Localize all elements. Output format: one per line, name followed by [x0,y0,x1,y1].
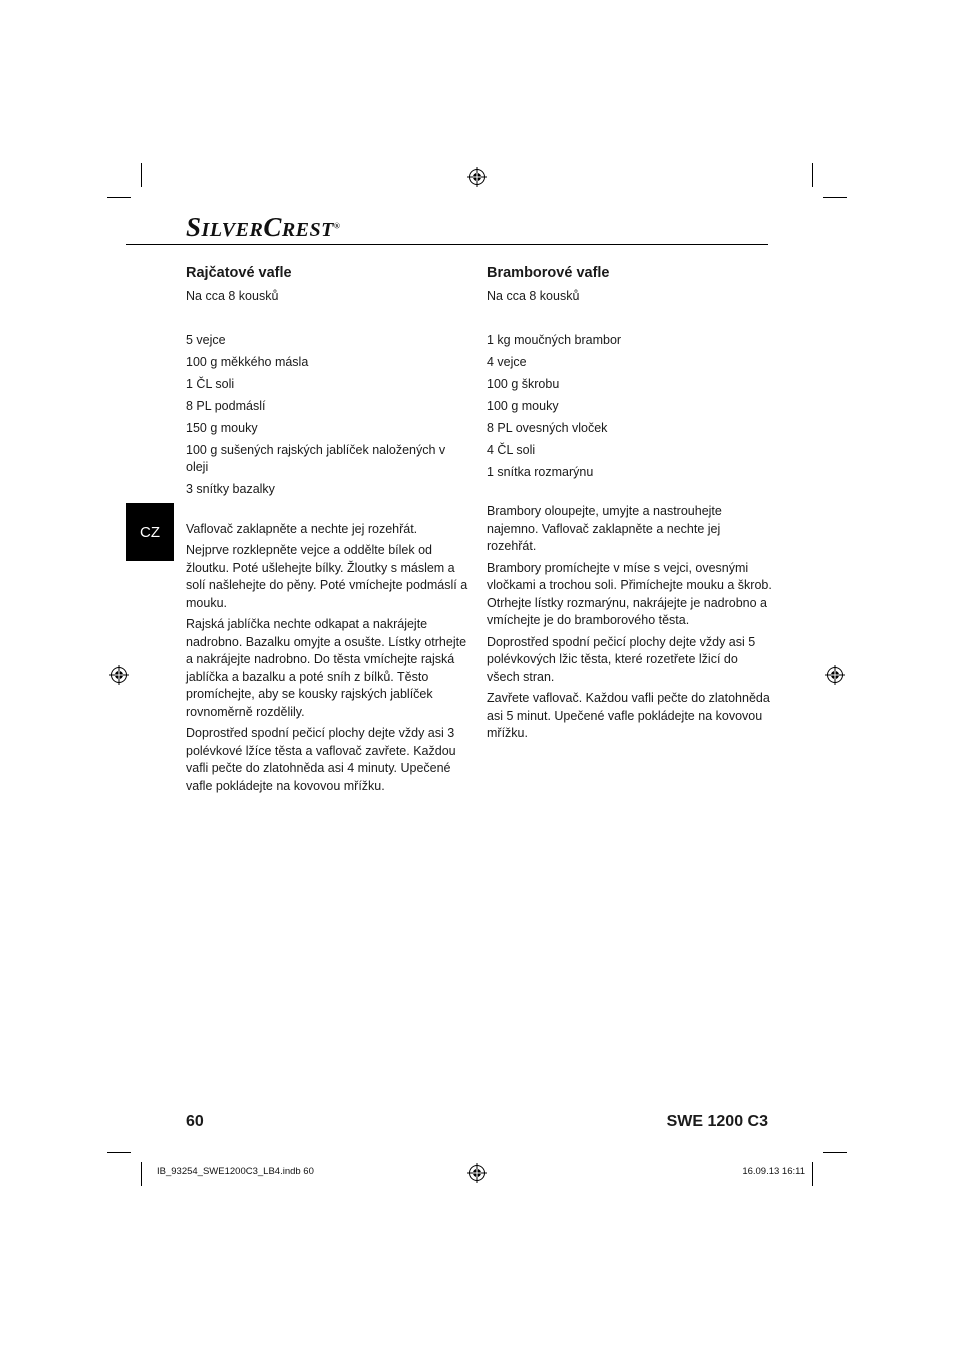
instruction-paragraph: Doprostřed spodní pečicí plochy dejte vždy asi 3 polévkové lžíce těsta a vaflovač zavřete. Každou vafli pečte do zlatohněda asi 4 minuty. Upečené vafle pokládejte na kovovou mřížku. [186,726,456,793]
crop-mark [823,1152,847,1153]
ingredient-item: 100 g sušených rajských jablíček naložených v oleji [186,442,446,474]
instruction-paragraph: Vaflovač zaklapněte a nechte jej rozehřát. [186,521,418,536]
crop-mark [812,163,813,187]
recipe-potato [487,264,772,747]
ingredient-list [487,332,772,482]
crop-mark [141,163,142,187]
ingredient-item: 4 vejce [487,354,527,369]
registration-mark-icon [109,665,129,685]
instruction-paragraph: Nejprve rozklepněte vejce a oddělte bílek od žloutku. Poté ušlehejte bílky. Žloutky s máslem a solí našlehejte do pěny. Poté vmíchejte podmáslí a mouku. [186,543,468,610]
ingredient-item: 8 PL ovesných vloček [487,420,608,435]
ingredient-item: 1 snítka rozmarýnu [487,464,594,479]
brand-logo [186,212,340,243]
ingredient-item: 100 g škrobu [487,376,560,391]
ingredient-item: 1 ČL soli [186,376,235,391]
recipe-yield: Na cca 8 kousků [186,289,279,303]
logo-letter: C [263,212,282,242]
crop-mark [812,1162,813,1186]
print-slug-file: IB_93254_SWE1200C3_LB4.indb 60 [157,1166,314,1177]
recipe-title: Rajčatové vafle [186,265,292,281]
registered-mark: ® [333,221,341,231]
instruction-paragraph: Doprostřed spodní pečicí plochy dejte vždy asi 5 polévkových lžic těsta, které rozetřete lžicí do všech stran. [487,634,756,684]
header-rule [126,244,768,245]
ingredient-item: 4 ČL soli [487,442,536,457]
registration-mark-icon [825,665,845,685]
instruction-paragraph: Rajská jablíčka nechte odkapat a nakrájejte nadrobno. Bazalku omyjte a osušte. Lístky otrhejte a nakrájejte nadrobno. Do těsta vmíchejte rajská jablíčka a bazalku a poté sníh z bílků. Těsto promíchejte, aby se kousky rajských jablíček rovnoměrně rozdělily. [186,617,467,719]
language-tab: CZ [126,503,174,561]
instruction-paragraph: Brambory oloupejte, umyjte a nastrouhejte najemno. Vaflovač zaklapněte a nechte jej rozehřát. [487,504,722,553]
print-slug-date: 16.09.13 16:11 [742,1166,805,1177]
ingredient-item: 1 kg moučných brambor [487,332,622,347]
ingredient-list [186,332,471,499]
ingredient-item: 8 PL podmáslí [186,398,266,413]
recipe-yield: Na cca 8 kousků [487,289,580,303]
crop-mark [107,197,131,198]
logo-letter: S [186,212,202,242]
registration-mark-icon [467,1163,487,1183]
recipe-title: Bramborové vafle [487,265,610,281]
model-number: SWE 1200 C3 [666,1113,768,1130]
recipe-tomato [186,264,471,799]
instruction-list [487,503,772,743]
instruction-paragraph: Zavřete vaflovač. Každou vafli pečte do zlatohněda asi 5 minut. Upečené vafle pokládejte na kovovou mřížku. [487,691,770,740]
crop-mark [107,1152,131,1153]
crop-mark [141,1162,142,1186]
crop-mark [823,197,847,198]
logo-text: ILVER [201,219,264,241]
ingredient-item: 3 snítky bazalky [186,482,275,496]
ingredient-item: 150 g mouky [186,420,258,435]
registration-mark-icon [467,167,487,187]
logo-text: REST [281,219,334,241]
ingredient-item: 100 g mouky [487,398,559,413]
instruction-list [186,521,471,796]
ingredient-item: 5 vejce [186,332,226,347]
instruction-paragraph: Brambory promíchejte v míse s vejci, ovesnými vločkami a trochou soli. Přimíchejte mouku a škrob. Otrhejte lístky rozmarýnu, nakrájejte je nadrobno a vmíchejte je do bramborového těsta. [487,560,772,627]
ingredient-item: 100 g měkkého másla [186,354,309,369]
page-number: 60 [186,1113,204,1130]
